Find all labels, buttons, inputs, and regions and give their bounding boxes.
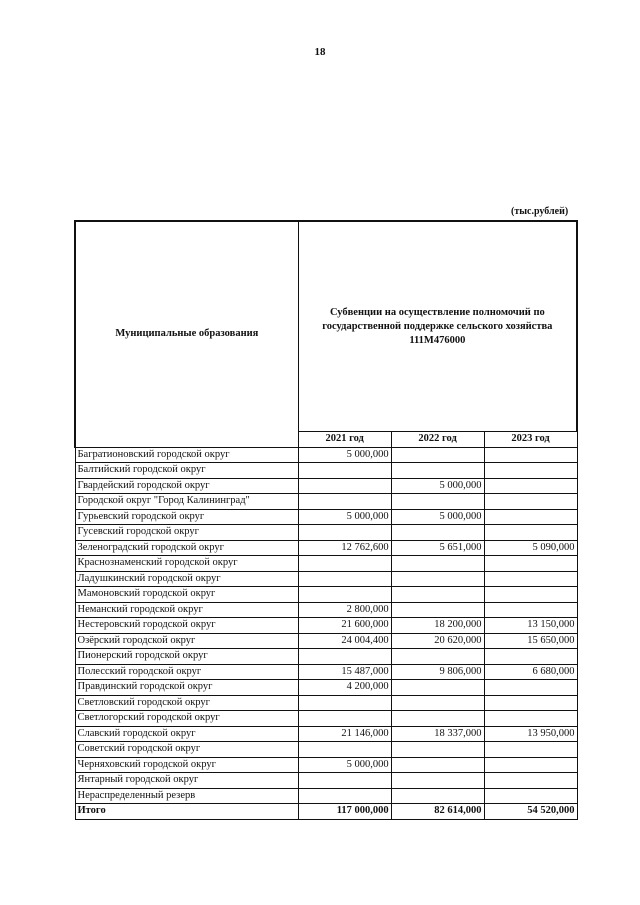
value-2021 (298, 695, 391, 711)
value-2022 (391, 556, 484, 572)
value-2023 (484, 742, 577, 758)
municipality-name: Озёрский городской округ (75, 633, 298, 649)
value-2021 (298, 587, 391, 603)
value-2022 (391, 649, 484, 665)
municipality-name: Черняховский городской округ (75, 757, 298, 773)
municipality-name: Пионерский городской округ (75, 649, 298, 665)
value-2021 (298, 788, 391, 804)
table-row (75, 618, 577, 634)
municipality-name: Нестеровский городской округ (75, 618, 298, 634)
value-2023 (484, 447, 577, 463)
municipality-name: Ладушкинский городской округ (75, 571, 298, 587)
value-2022 (391, 773, 484, 789)
value-2021: 21 146,000 (298, 726, 391, 742)
value-2021: 21 600,000 (298, 618, 391, 634)
total-2023: 54 520,000 (484, 804, 577, 820)
value-2023 (484, 649, 577, 665)
table-row (75, 757, 577, 773)
table-row (75, 649, 577, 665)
subsidy-table (74, 220, 578, 820)
value-2021: 2 800,000 (298, 602, 391, 618)
table-row (75, 571, 577, 587)
municipality-name: Гурьевский городской округ (75, 509, 298, 525)
table-row (75, 633, 577, 649)
value-2021 (298, 649, 391, 665)
municipality-name: Неманский городской округ (75, 602, 298, 618)
value-2022 (391, 571, 484, 587)
value-2023 (484, 587, 577, 603)
header-municipalities: Муниципальные образования (75, 221, 298, 447)
value-2021 (298, 742, 391, 758)
value-2022: 20 620,000 (391, 633, 484, 649)
table-row (75, 478, 577, 494)
value-2023 (484, 494, 577, 510)
value-2022 (391, 788, 484, 804)
value-2022 (391, 494, 484, 510)
year-header-2021: 2021 год (298, 432, 391, 448)
value-2021: 12 762,600 (298, 540, 391, 556)
value-2023 (484, 711, 577, 727)
table-row (75, 788, 577, 804)
table-row (75, 525, 577, 541)
municipality-name: Балтийский городской округ (75, 463, 298, 479)
municipality-name: Городской округ "Город Калининград" (75, 494, 298, 510)
value-2023 (484, 571, 577, 587)
value-2021 (298, 711, 391, 727)
total-2021: 117 000,000 (298, 804, 391, 820)
value-2021 (298, 494, 391, 510)
value-2022: 5 000,000 (391, 509, 484, 525)
municipality-name: Янтарный городской округ (75, 773, 298, 789)
value-2023: 6 680,000 (484, 664, 577, 680)
table-row (75, 664, 577, 680)
total-row (75, 804, 577, 820)
value-2022 (391, 680, 484, 696)
value-2022 (391, 695, 484, 711)
value-2023 (484, 509, 577, 525)
table-row (75, 463, 577, 479)
table-row (75, 587, 577, 603)
municipality-name: Полесский городской округ (75, 664, 298, 680)
value-2023 (484, 788, 577, 804)
value-2022 (391, 742, 484, 758)
total-label: Итого (75, 804, 298, 820)
table-row (75, 711, 577, 727)
value-2022: 5 000,000 (391, 478, 484, 494)
value-2023: 5 090,000 (484, 540, 577, 556)
year-header-2023: 2023 год (484, 432, 577, 448)
value-2021 (298, 556, 391, 572)
municipality-name: Гусевский городской округ (75, 525, 298, 541)
value-2021 (298, 525, 391, 541)
total-2022: 82 614,000 (391, 804, 484, 820)
value-2021 (298, 571, 391, 587)
value-2023 (484, 602, 577, 618)
value-2021: 15 487,000 (298, 664, 391, 680)
table-row (75, 447, 577, 463)
value-2022: 18 200,000 (391, 618, 484, 634)
value-2023 (484, 695, 577, 711)
table-row (75, 540, 577, 556)
value-2023: 13 150,000 (484, 618, 577, 634)
value-2023 (484, 463, 577, 479)
value-2021: 5 000,000 (298, 447, 391, 463)
value-2021 (298, 773, 391, 789)
header-row (75, 221, 577, 432)
table-row (75, 742, 577, 758)
page-number: 18 (314, 46, 326, 58)
value-2023 (484, 478, 577, 494)
municipality-name: Славский городской округ (75, 726, 298, 742)
table-row (75, 680, 577, 696)
value-2022 (391, 757, 484, 773)
value-2021 (298, 478, 391, 494)
municipality-name: Светловский городской округ (75, 695, 298, 711)
municipality-name: Багратионовский городской округ (75, 447, 298, 463)
units-label: (тыс.рублей) (511, 206, 569, 217)
municipality-name: Краснознаменский городской округ (75, 556, 298, 572)
table-row (75, 695, 577, 711)
value-2022: 9 806,000 (391, 664, 484, 680)
value-2022 (391, 447, 484, 463)
value-2023 (484, 556, 577, 572)
value-2021 (298, 463, 391, 479)
value-2022 (391, 602, 484, 618)
municipality-name: Мамоновский городской округ (75, 587, 298, 603)
table-row (75, 494, 577, 510)
value-2022 (391, 463, 484, 479)
table-row (75, 509, 577, 525)
value-2021: 5 000,000 (298, 757, 391, 773)
table-row (75, 556, 577, 572)
municipality-name: Гвардейский городской округ (75, 478, 298, 494)
header-subsidy-title: Субвенции на осуществление полномочий по государственной поддержке сельского хозяйства 111М476000 (298, 221, 577, 432)
municipality-name: Правдинский городской округ (75, 680, 298, 696)
table-row (75, 773, 577, 789)
value-2022: 5 651,000 (391, 540, 484, 556)
value-2023 (484, 680, 577, 696)
value-2023 (484, 773, 577, 789)
value-2021: 24 004,400 (298, 633, 391, 649)
value-2023: 13 950,000 (484, 726, 577, 742)
value-2023 (484, 757, 577, 773)
municipality-name: Нераспределенный резерв (75, 788, 298, 804)
value-2021: 5 000,000 (298, 509, 391, 525)
value-2022 (391, 525, 484, 541)
municipality-name: Светлогорский городской округ (75, 711, 298, 727)
table-row (75, 602, 577, 618)
municipality-name: Советский городской округ (75, 742, 298, 758)
value-2021: 4 200,000 (298, 680, 391, 696)
value-2023 (484, 525, 577, 541)
table-row (75, 726, 577, 742)
municipality-name: Зеленоградский городской округ (75, 540, 298, 556)
value-2022 (391, 587, 484, 603)
value-2023: 15 650,000 (484, 633, 577, 649)
value-2022 (391, 711, 484, 727)
value-2022: 18 337,000 (391, 726, 484, 742)
year-header-2022: 2022 год (391, 432, 484, 448)
